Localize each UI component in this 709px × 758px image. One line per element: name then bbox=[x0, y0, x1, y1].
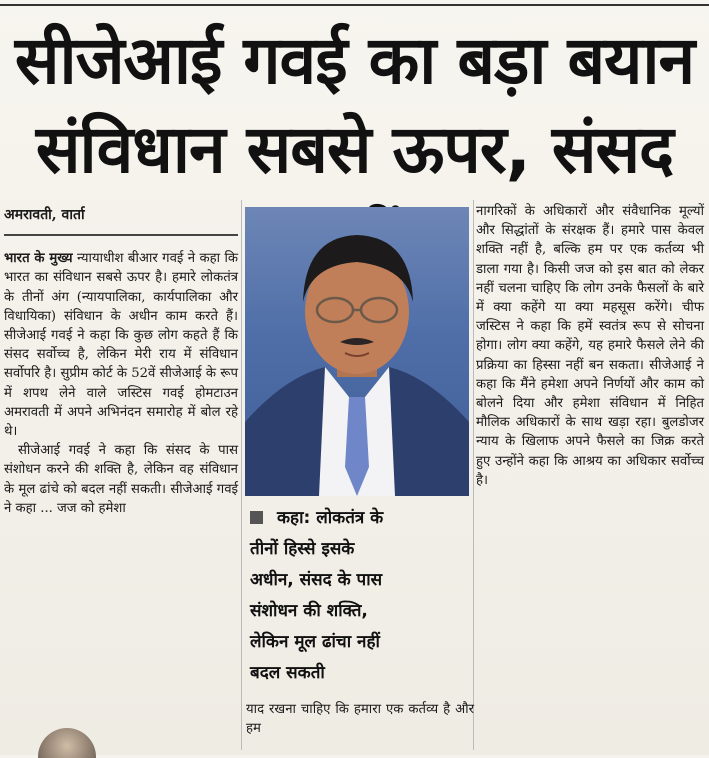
right-column: नागरिकों के अधिकारों और संवैधानिक मूल्यों और सिद्धांतों के संरक्षक हैं। हमारे पास केवल शक्ति नहीं है, बल्कि हम पर एक कर्तव्य भी डाला गया है। किसी जज को इस बात को लेकर नहीं चलना चाहिए कि लोग उनके फैसलों के बारे में क्या कहेंगे या क्या महसूस करेंगे। चीफ जस्टिस ने कहा कि हमें स्वतंत्र रूप से सोचना होगा। लोग क्या कहेंगे, यह हमारे फैसले लेने की प्रक्रिया का हिस्सा नहीं बन सकता। सीजेआई ने कहा कि मैंने हमेशा अपने निर्णयों और काम को बोलने दिया और हमेशा संविधान में निहित मौलिक अधिकारों के साथ खड़ा रहा। बुलडोजर न्याय के खिलाफ अपने फैसले का जिक्र करते हुए उन्होंने कहा कि आश्रय का अधिकार सर्वोच्च है। bbox=[476, 204, 704, 488]
overlay-avatar bbox=[38, 728, 96, 758]
headline-line-1: सीजेआई गवई का बड़ा बयान bbox=[14, 22, 695, 99]
quote-line: संशोधन की शक्ति, bbox=[250, 601, 368, 621]
quote-line: अधीन, संसद के पास bbox=[250, 570, 383, 590]
quote-text: कहा: लोकतंत्र के bbox=[277, 508, 384, 528]
dateline: अमरावती, वार्ता bbox=[4, 207, 85, 223]
quote-line: लेकिन मूल ढांचा नहीं bbox=[250, 632, 380, 652]
pull-quote bbox=[250, 503, 472, 689]
middle-bottom-text: याद रखना चाहिए कि हमारा एक कर्तव्य है और हम bbox=[246, 702, 474, 737]
top-rule bbox=[0, 4, 709, 6]
dateline-rule bbox=[4, 234, 238, 236]
quote-line bbox=[250, 503, 472, 534]
cji-portrait-photo bbox=[245, 207, 469, 496]
square-bullet-icon bbox=[250, 511, 263, 524]
lead-paragraph bbox=[4, 233, 238, 441]
column-divider-left bbox=[241, 200, 242, 750]
lead-text: न्यायाधीश बीआर गवई ने कहा कि भारत का संविधान सबसे ऊपर है। हमारे लोकतंत्र के तीनों अंग (न्यायपालिका, कार्यपालिका और विधायिका) संविधान के अधीन काम करते हैं। सीजेआई गवई ने कहा कि कुछ लोग कहते हैं कि संसद सर्वोच्च है, लेकिन मेरी राय में संविधान सर्वोपरि है। सुप्रीम कोर्ट के 52वें सीजेआई के रूप में शपथ लेने वाले जस्टिस गवई होमटाउन अमरावती में अपने अभिनंदन समारोह में बोल रहे थे। bbox=[4, 251, 239, 440]
left-paragraph-2: सीजेआई गवई ने कहा कि संसद के पास संशोधन करने की शक्ति है, लेकिन वह संविधान के मूल ढांचे को बदल नहीं सकती। सीजेआई गवई ने कहा ... जज को हमेशा bbox=[4, 443, 238, 516]
headline-line-2: संविधान सबसे ऊपर, संसद bbox=[35, 111, 674, 188]
quote-line: बदल सकती bbox=[250, 663, 325, 683]
lead-bold-text: भारत के मुख्य bbox=[4, 251, 73, 267]
quote-line: तीनों हिस्से इसके bbox=[250, 539, 355, 559]
column-divider-right bbox=[473, 200, 474, 750]
left-column bbox=[4, 206, 238, 518]
